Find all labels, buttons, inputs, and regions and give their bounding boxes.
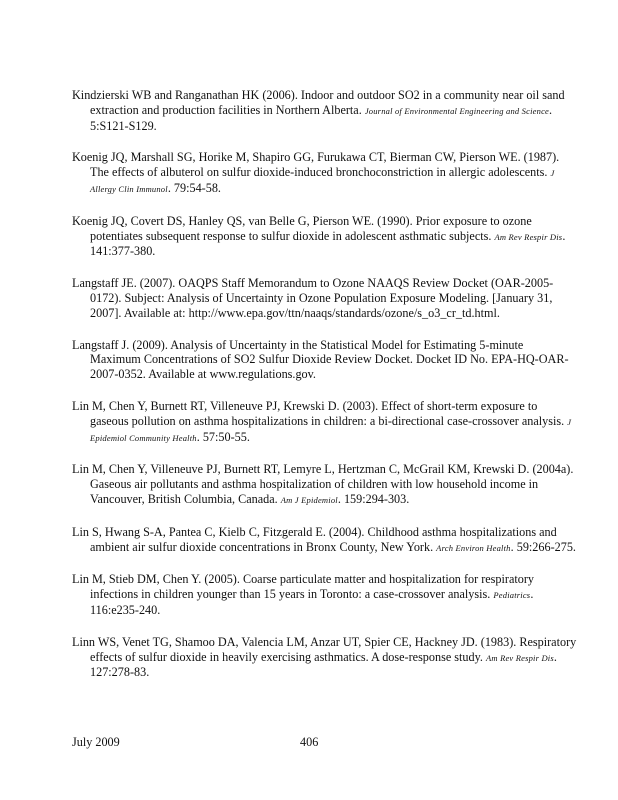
citation-volume-pages: . 141:377-380. [90, 228, 566, 259]
reference-text: Lin S, Hwang S-A, Pantea C, Kielb C, Fitzgerald E. (2004). Childhood asthma hospitalizations and ambient air sulfur dioxide concentrations in Bronx County, New York. [72, 524, 557, 554]
journal-name: Pediatrics [493, 590, 531, 601]
reference-entry [72, 88, 577, 133]
citation-volume-pages: . 57:50-55. [196, 429, 250, 444]
citation-volume-pages: . 127:278-83. [90, 649, 557, 680]
reference-entry [72, 338, 577, 382]
reference-text: Langstaff JE. (2007). OAQPS Staff Memorandum to Ozone NAAQS Review Docket (OAR-2005-0172). Subject: Analysis of Uncertainty in Ozone Population Exposure Modeling. [January 31, 2007]. Available at: http://www.epa.gov/ttn/naaqs/standards/ozone/s_o3_cr_td.html. [72, 276, 554, 320]
citation-volume-pages: . 116:e235-240. [90, 587, 534, 617]
reference-entry [72, 399, 577, 445]
reference-text: Kindzierski WB and Ranganathan HK (2006). Indoor and outdoor SO2 in a community near oil sand extraction and production facilities in Northern Alberta. [72, 88, 565, 117]
citation-volume-pages: . 59:266-275. [510, 539, 576, 554]
journal-name: Journal of Environmental Engineering and Science [364, 105, 550, 116]
reference-text: Koenig JQ, Covert DS, Hanley QS, van Belle G, Pierson WE. (1990). Prior exposure to ozone potentiates subsequent response to sulfur dioxide in adolescent asthmatic subjects. [72, 213, 532, 243]
citation-volume-pages: . 79:54-58. [167, 180, 221, 195]
reference-entry [72, 214, 577, 259]
reference-text: Lin M, Chen Y, Burnett RT, Villeneuve PJ, Krewski D. (2003). Effect of short-term exposure to gaseous pollution on asthma hospitalizations in children: a bi-directional case-crossover analysis. [72, 398, 565, 428]
page-number: 406 [300, 735, 319, 749]
reference-entry [72, 276, 577, 320]
journal-name: J Epidemiol Community Health [90, 416, 572, 443]
reference-entry [72, 150, 577, 196]
journal-name: J Allergy Clin Immunol [90, 168, 555, 194]
reference-list [72, 88, 577, 697]
journal-name: Am Rev Respir Dis [494, 231, 563, 242]
journal-name: Am Rev Respir Dis [486, 652, 554, 663]
journal-name: Arch Environ Health [436, 542, 511, 553]
reference-text: Linn WS, Venet TG, Shamoo DA, Valencia LM, Anzar UT, Spier CE, Hackney JD. (1983). Respiratory effects of sulfur dioxide in heavily exercising asthmatics. A dose-response study. [72, 634, 577, 664]
citation-volume-pages: . 5:S121-S129. [90, 102, 553, 133]
journal-name: Am J Epidemiol [280, 494, 338, 505]
reference-entry [72, 635, 577, 680]
reference-entry [72, 462, 577, 507]
reference-text: Lin M, Stieb DM, Chen Y. (2005). Coarse particulate matter and hospitalization for respiratory infections in children younger than 15 years in Toronto: a case-crossover analysis. [72, 572, 534, 602]
footer-date: July 2009 [72, 735, 120, 749]
reference-entry [72, 572, 577, 617]
reference-entry [72, 525, 577, 556]
reference-text: Koenig JQ, Marshall SG, Horike M, Shapiro GG, Furukawa CT, Bierman CW, Pierson WE. (1987). The effects of albuterol on sulfur dioxide-induced bronchoconstriction in allergic adolescents. [72, 150, 560, 180]
reference-text: Lin M, Chen Y, Villeneuve PJ, Burnett RT, Lemyre L, Hertzman C, McGrail KM, Krewski D. (2004a). Gaseous air pollutants and asthma hospitalization of children with low household income in Vancouver, British Columbia, Canada. [72, 462, 574, 506]
citation-volume-pages: . 159:294-303. [337, 491, 410, 506]
reference-text: Langstaff J. (2009). Analysis of Uncertainty in the Statistical Model for Estimating 5-minute Maximum Concentrations of SO2 Sulfur Dioxide Review Docket. Docket ID No. EPA-HQ-OAR-2007-0352. Available at www.regulations.gov. [72, 337, 569, 382]
